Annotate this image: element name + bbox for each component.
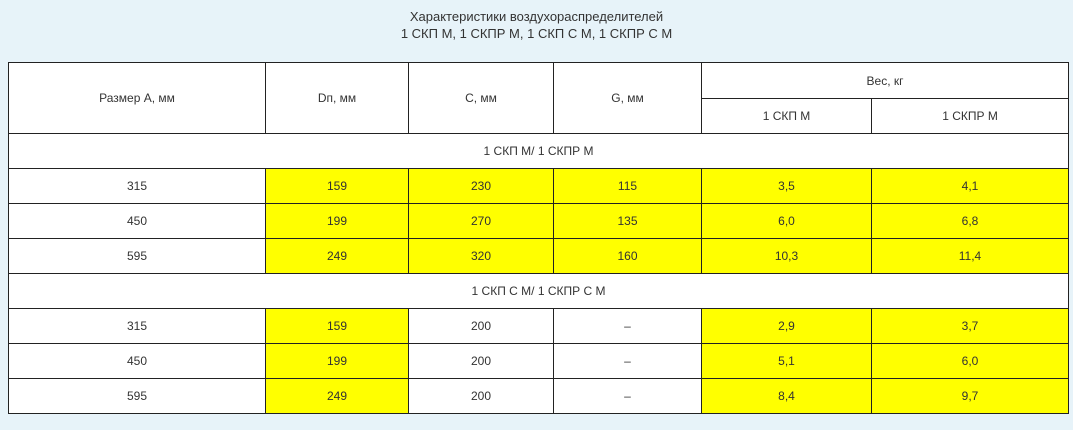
header-weight: Вес, кг	[702, 63, 1069, 99]
table-row	[9, 169, 1069, 204]
cell-size: 595	[9, 239, 266, 274]
header-dn: Dп, мм	[266, 63, 409, 134]
cell-c: 270	[409, 204, 554, 239]
header-size: Размер А, мм	[9, 63, 266, 134]
header-weight-skpr: 1 СКПР М	[872, 99, 1069, 134]
cell-size: 595	[9, 379, 266, 414]
cell-c: 200	[409, 344, 554, 379]
header-weight-skp: 1 СКП М	[702, 99, 872, 134]
cell-dn: 199	[266, 344, 409, 379]
cell-weight-skp: 5,1	[702, 344, 872, 379]
cell-size: 450	[9, 344, 266, 379]
section-title: 1 СКП М/ 1 СКПР М	[9, 134, 1069, 169]
cell-weight-skpr: 11,4	[872, 239, 1069, 274]
cell-weight-skpr: 9,7	[872, 379, 1069, 414]
table-row	[9, 309, 1069, 344]
cell-g: –	[554, 309, 702, 344]
cell-weight-skp: 10,3	[702, 239, 872, 274]
cell-weight-skp: 8,4	[702, 379, 872, 414]
cell-g: –	[554, 379, 702, 414]
table-row	[9, 379, 1069, 414]
cell-c: 200	[409, 309, 554, 344]
cell-dn: 159	[266, 309, 409, 344]
cell-c: 200	[409, 379, 554, 414]
cell-weight-skpr: 6,0	[872, 344, 1069, 379]
cell-weight-skp: 3,5	[702, 169, 872, 204]
cell-weight-skpr: 6,8	[872, 204, 1069, 239]
section-row	[9, 274, 1069, 309]
cell-dn: 249	[266, 379, 409, 414]
section-row	[9, 134, 1069, 169]
cell-dn: 249	[266, 239, 409, 274]
cell-weight-skp: 2,9	[702, 309, 872, 344]
cell-g: 160	[554, 239, 702, 274]
cell-g: 115	[554, 169, 702, 204]
cell-size: 315	[9, 309, 266, 344]
cell-c: 320	[409, 239, 554, 274]
cell-c: 230	[409, 169, 554, 204]
header-row	[9, 63, 1069, 99]
table-row	[9, 204, 1069, 239]
table-row	[9, 239, 1069, 274]
section-title: 1 СКП С М/ 1 СКПР С М	[9, 274, 1069, 309]
cell-g: –	[554, 344, 702, 379]
cell-size: 315	[9, 169, 266, 204]
cell-weight-skp: 6,0	[702, 204, 872, 239]
caption-models: 1 СКП М, 1 СКПР М, 1 СКП С М, 1 СКПР С М	[400, 26, 673, 41]
cell-dn: 159	[266, 169, 409, 204]
cell-g: 135	[554, 204, 702, 239]
cell-size: 450	[9, 204, 266, 239]
table-row	[9, 344, 1069, 379]
caption-title: Характеристики воздухораспределителей	[409, 9, 664, 24]
specs-table	[8, 62, 1069, 414]
table-caption	[0, 8, 1073, 42]
cell-weight-skpr: 3,7	[872, 309, 1069, 344]
cell-dn: 199	[266, 204, 409, 239]
header-c: С, мм	[409, 63, 554, 134]
cell-weight-skpr: 4,1	[872, 169, 1069, 204]
header-g: G, мм	[554, 63, 702, 134]
